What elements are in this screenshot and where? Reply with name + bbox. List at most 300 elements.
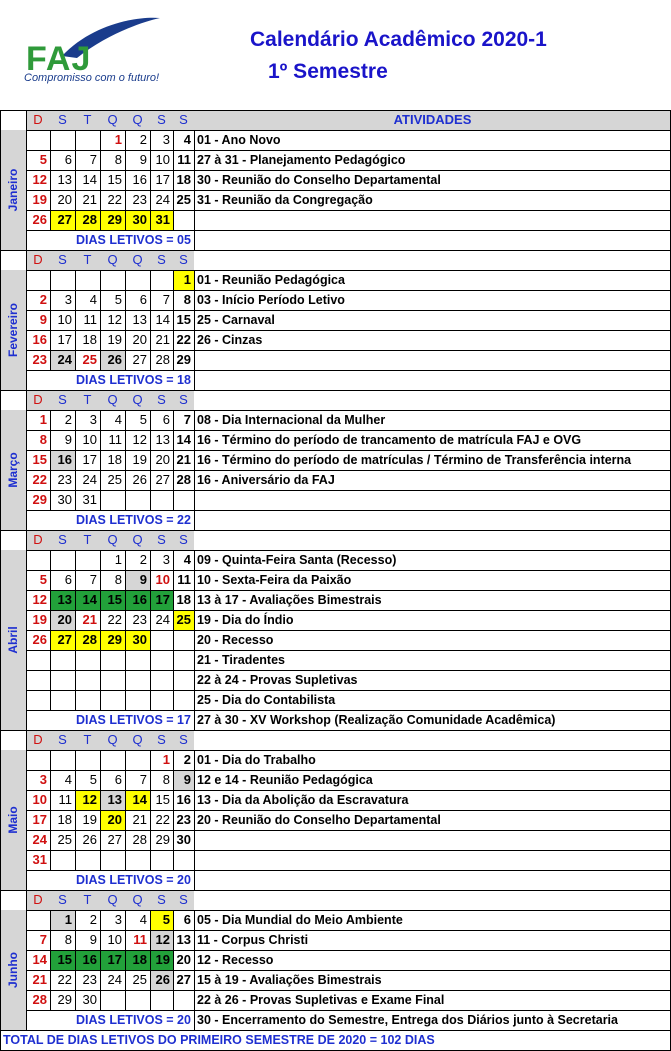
grid-line (194, 610, 195, 630)
weekday-header: Q (125, 250, 150, 270)
activity-item: 20 - Recesso (197, 633, 274, 647)
activity-item: 03 - Início Período Letivo (197, 293, 345, 307)
activity-item: 16 - Término do período de matrículas / Término de Transferência interna (197, 453, 632, 467)
activity-item: 12 e 14 - Reunião Pedagógica (197, 773, 373, 787)
grid-line (75, 330, 76, 350)
day-cell: 16 (32, 332, 47, 347)
day-cell: 14 (155, 312, 170, 327)
day-cell: 13 (50, 590, 75, 610)
weekday-header: S (150, 110, 173, 130)
day-cell (150, 850, 173, 870)
grid-line (194, 210, 195, 230)
grid-line (125, 150, 126, 170)
grid-line (50, 550, 51, 570)
grid-line (125, 590, 126, 610)
grid-line (26, 610, 671, 611)
day-cell: 11 (133, 932, 147, 947)
grid-line (50, 350, 51, 370)
weekday-header: S (173, 250, 194, 270)
grid-line (75, 290, 76, 310)
day-cell: 26 (32, 212, 47, 227)
day-cell (100, 850, 125, 870)
weekday-header: Q (100, 390, 125, 410)
day-cell (125, 990, 150, 1010)
day-cell: 2 (89, 912, 97, 927)
grid-line (173, 290, 174, 310)
grid-line (50, 650, 51, 670)
day-cell (100, 990, 125, 1010)
grid-line (100, 290, 101, 310)
grid-line (50, 270, 51, 290)
day-cell: 18 (125, 950, 150, 970)
grid-line (26, 410, 671, 411)
weekday-header: Q (100, 890, 125, 910)
grid-line (194, 550, 195, 570)
day-cell: 1 (114, 552, 122, 567)
activity-item: 22 à 24 - Provas Supletivas (197, 673, 358, 687)
grid-line (26, 550, 671, 551)
grid-line (125, 210, 126, 230)
grid-line (26, 370, 671, 371)
grid-line (150, 930, 151, 950)
grid-line (26, 870, 671, 871)
activity-item (194, 370, 671, 390)
dias-letivos: DIAS LETIVOS = 20 (76, 1013, 191, 1027)
grid-line (100, 270, 101, 290)
grid-line (173, 130, 174, 150)
grid-line (150, 690, 151, 710)
day-cell: 21 (176, 452, 191, 467)
day-cell: 29 (57, 992, 72, 1007)
activity-item: 01 - Reunião Pedagógica (197, 273, 345, 287)
grid-line (100, 790, 101, 810)
grid-line (150, 490, 151, 510)
day-cell: 11 (83, 312, 97, 327)
grid-line (75, 970, 76, 990)
day-cell: 13 (176, 932, 191, 947)
day-cell (26, 130, 50, 150)
grid-line (26, 710, 671, 711)
day-cell (173, 650, 194, 670)
grid-line (26, 1010, 671, 1011)
month-name: Janeiro (6, 168, 20, 212)
activity-item: 20 - Reunião do Conselho Departamental (197, 813, 441, 827)
grid-line (194, 410, 195, 430)
grid-line (125, 930, 126, 950)
grid-line (75, 630, 76, 650)
grid-line (150, 450, 151, 470)
weekday-header: S (50, 250, 75, 270)
weekday-header: S (150, 250, 173, 270)
grid-line (194, 850, 195, 870)
page-subtitle: 1º Semestre (268, 60, 388, 83)
day-cell: 28 (75, 210, 100, 230)
activities-header (194, 250, 671, 270)
day-cell: 7 (183, 412, 191, 427)
grid-line (194, 1010, 195, 1030)
weekday-header: S (173, 890, 194, 910)
day-cell: 18 (107, 452, 122, 467)
grid-line (26, 810, 671, 811)
month-name: Abril (6, 626, 20, 654)
day-cell: 3 (89, 412, 97, 427)
activity-item: 08 - Dia Internacional da Mulher (197, 413, 386, 427)
day-cell (26, 270, 50, 290)
grid-line (150, 670, 151, 690)
grid-line (100, 950, 101, 970)
day-cell: 11 (177, 572, 191, 587)
grid-line (194, 490, 195, 510)
grid-line (194, 990, 195, 1010)
day-cell: 15 (155, 792, 170, 807)
day-cell: 5 (139, 412, 147, 427)
grid-line (26, 990, 671, 991)
grid-line (26, 390, 27, 530)
day-cell: 25 (132, 972, 147, 987)
day-cell: 15 (176, 312, 191, 327)
day-cell (50, 850, 75, 870)
grid-line (26, 190, 671, 191)
grid-line (75, 310, 76, 330)
grid-line (173, 330, 174, 350)
grid-line (75, 670, 76, 690)
day-cell: 20 (100, 810, 125, 830)
day-cell: 1 (173, 270, 194, 290)
grid-line (150, 410, 151, 430)
grid-line (50, 450, 51, 470)
day-cell (100, 670, 125, 690)
activities-header (194, 530, 671, 550)
grid-line (150, 470, 151, 490)
grid-line (26, 290, 671, 291)
day-cell: 19 (132, 452, 147, 467)
total-dias-letivos: TOTAL DE DIAS LETIVOS DO PRIMEIRO SEMESTRE DE 2020 = 102 DIAS (3, 1033, 435, 1047)
grid-line (26, 670, 671, 671)
day-cell (75, 130, 100, 150)
header (0, 0, 671, 110)
grid-line (100, 210, 101, 230)
grid-line (173, 650, 174, 670)
day-cell: 18 (176, 592, 191, 607)
grid-line (75, 150, 76, 170)
day-cell: 25 (82, 352, 97, 367)
day-cell: 26 (100, 350, 125, 370)
activity-item: 22 à 26 - Provas Supletivas e Exame Final (197, 993, 445, 1007)
day-cell: 2 (183, 752, 191, 767)
month-label (0, 270, 26, 390)
day-cell: 1 (162, 752, 170, 767)
grid-line (100, 430, 101, 450)
day-cell: 9 (125, 570, 150, 590)
day-cell (125, 690, 150, 710)
day-cell: 2 (64, 412, 72, 427)
grid-line (150, 330, 151, 350)
grid-line (125, 270, 126, 290)
grid-line (75, 770, 76, 790)
day-cell: 26 (32, 632, 47, 647)
grid-line (26, 770, 671, 771)
grid-line (173, 410, 174, 430)
day-cell: 2 (139, 132, 147, 147)
grid-line (75, 930, 76, 950)
month-label (0, 410, 26, 530)
day-cell: 12 (107, 312, 122, 327)
grid-line (26, 890, 27, 1030)
grid-line (26, 170, 671, 171)
grid-line (125, 850, 126, 870)
grid-line (173, 930, 174, 950)
day-cell (26, 690, 50, 710)
grid-line (173, 670, 174, 690)
day-cell: 6 (64, 152, 72, 167)
month-name: Fevereiro (6, 302, 20, 358)
day-cell: 10 (57, 312, 72, 327)
day-cell (75, 550, 100, 570)
grid-line (75, 810, 76, 830)
grid-line (194, 170, 195, 190)
day-cell: 15 (107, 172, 122, 187)
day-cell: 1 (114, 132, 122, 147)
day-cell: 10 (32, 792, 47, 807)
grid-line (125, 430, 126, 450)
day-cell: 26 (82, 832, 97, 847)
grid-line (100, 770, 101, 790)
grid-line (100, 470, 101, 490)
day-cell (26, 910, 50, 930)
grid-line (50, 610, 51, 630)
grid-line (50, 930, 51, 950)
dias-letivos: DIAS LETIVOS = 20 (76, 873, 191, 887)
day-cell: 8 (114, 572, 122, 587)
day-cell: 13 (155, 432, 170, 447)
day-cell: 27 (132, 352, 147, 367)
day-cell: 17 (150, 590, 173, 610)
faj-logo (22, 14, 172, 86)
grid-line (194, 150, 195, 170)
day-cell: 9 (39, 312, 47, 327)
weekday-header: Q (125, 730, 150, 750)
grid-line (125, 350, 126, 370)
day-cell: 5 (114, 292, 122, 307)
day-cell: 8 (39, 432, 47, 447)
grid-line (50, 210, 51, 230)
grid-line (173, 630, 174, 650)
day-cell: 2 (139, 552, 147, 567)
grid-line (150, 830, 151, 850)
grid-line (194, 190, 195, 210)
grid-line (26, 790, 671, 791)
day-cell: 24 (50, 350, 75, 370)
grid-line (50, 410, 51, 430)
weekday-header: Q (100, 250, 125, 270)
grid-line (26, 650, 671, 651)
day-cell: 18 (57, 812, 72, 827)
activity-item: 11 - Corpus Christi (197, 933, 309, 947)
day-cell (50, 130, 75, 150)
day-cell: 14 (32, 952, 47, 967)
day-cell: 17 (32, 812, 47, 827)
grid-line (125, 310, 126, 330)
grid-line (100, 330, 101, 350)
weekday-header: S (50, 890, 75, 910)
day-cell: 11 (177, 152, 191, 167)
weekday-header: D (26, 890, 50, 910)
day-cell (173, 850, 194, 870)
grid-line (100, 810, 101, 830)
day-cell (100, 650, 125, 670)
grid-line (194, 510, 195, 530)
day-cell: 21 (132, 812, 147, 827)
grid-line (194, 770, 195, 790)
day-cell: 24 (32, 832, 47, 847)
day-cell: 22 (107, 612, 122, 627)
day-cell (26, 550, 50, 570)
grid-line (75, 130, 76, 150)
grid-line (26, 110, 27, 250)
day-cell: 14 (125, 790, 150, 810)
activities-header (194, 730, 671, 750)
grid-line (194, 670, 195, 690)
day-cell: 15 (32, 452, 47, 467)
day-cell: 21 (155, 332, 170, 347)
grid-line (125, 130, 126, 150)
day-cell: 14 (82, 172, 97, 187)
grid-line (173, 690, 174, 710)
activity-item: 25 - Dia do Contabilista (197, 693, 336, 707)
grid-line (173, 310, 174, 330)
grid-line (75, 690, 76, 710)
weekday-header: Q (100, 730, 125, 750)
grid-line (50, 130, 51, 150)
grid-line (125, 410, 126, 430)
weekday-header: S (150, 730, 173, 750)
grid-line (100, 570, 101, 590)
grid-line (194, 650, 195, 670)
grid-line (150, 970, 151, 990)
day-cell: 4 (64, 772, 72, 787)
grid-line (50, 290, 51, 310)
day-cell: 29 (176, 352, 191, 367)
day-cell (125, 670, 150, 690)
grid-line (0, 110, 1, 1050)
grid-line (194, 230, 195, 250)
grid-line (125, 610, 126, 630)
grid-line (26, 470, 671, 471)
grid-line (173, 550, 174, 570)
day-cell: 1 (39, 412, 47, 427)
day-cell (150, 630, 173, 650)
day-cell: 8 (162, 772, 170, 787)
weekday-header: Q (100, 530, 125, 550)
grid-line (173, 810, 174, 830)
grid-line (150, 190, 151, 210)
day-cell: 23 (57, 472, 72, 487)
weekday-header: D (26, 110, 50, 130)
day-cell: 3 (39, 772, 47, 787)
day-cell: 17 (82, 452, 97, 467)
grid-line (50, 850, 51, 870)
grid-line (75, 190, 76, 210)
grid-line (50, 490, 51, 510)
weekday-header: T (75, 390, 100, 410)
day-cell: 12 (32, 592, 47, 607)
day-cell: 31 (150, 210, 173, 230)
day-cell: 28 (132, 832, 147, 847)
weekday-header: Q (125, 390, 150, 410)
month-name: Março (6, 452, 20, 488)
day-cell: 10 (82, 432, 97, 447)
weekday-header: T (75, 250, 100, 270)
dias-letivos: DIAS LETIVOS = 18 (76, 373, 191, 387)
day-cell: 20 (155, 452, 170, 467)
day-cell: 20 (57, 192, 72, 207)
grid-line (125, 570, 126, 590)
grid-line (26, 630, 671, 631)
grid-line (125, 630, 126, 650)
grid-line (125, 910, 126, 930)
activity-item: 21 - Tiradentes (197, 653, 286, 667)
grid-line (50, 570, 51, 590)
grid-line (194, 350, 195, 370)
day-cell: 9 (64, 432, 72, 447)
grid-line (75, 830, 76, 850)
activity-item (194, 490, 671, 510)
day-cell: 28 (155, 352, 170, 367)
day-cell: 27 (50, 210, 75, 230)
grid-line (50, 310, 51, 330)
day-cell: 11 (58, 792, 72, 807)
day-cell: 3 (114, 912, 122, 927)
day-cell: 19 (32, 192, 47, 207)
day-cell (125, 650, 150, 670)
day-cell (75, 650, 100, 670)
day-cell: 15 (50, 950, 75, 970)
day-cell: 23 (82, 972, 97, 987)
activity-item: 16 - Aniversário da FAJ (197, 473, 335, 487)
month-label (0, 550, 26, 730)
day-cell: 10 (155, 572, 170, 587)
grid-line (75, 450, 76, 470)
day-cell (50, 650, 75, 670)
day-cell: 27 (155, 472, 170, 487)
grid-line (125, 670, 126, 690)
grid-line (150, 550, 151, 570)
day-cell: 23 (176, 812, 191, 827)
weekday-header: S (50, 730, 75, 750)
day-cell: 26 (150, 970, 173, 990)
grid-line (150, 270, 151, 290)
weekday-header: S (150, 890, 173, 910)
grid-line (26, 510, 671, 511)
grid-line (0, 110, 671, 111)
weekday-header: T (75, 530, 100, 550)
grid-line (173, 590, 174, 610)
grid-line (100, 830, 101, 850)
grid-line (150, 130, 151, 150)
activity-item (194, 870, 671, 890)
activities-header (194, 390, 671, 410)
dias-letivos: DIAS LETIVOS = 17 (76, 713, 191, 727)
day-cell: 3 (162, 132, 170, 147)
day-cell: 4 (183, 132, 191, 147)
day-cell (100, 750, 125, 770)
day-cell (75, 690, 100, 710)
day-cell: 6 (139, 292, 147, 307)
day-cell: 7 (89, 572, 97, 587)
grid-line (100, 970, 101, 990)
grid-line (26, 750, 671, 751)
weekday-header: D (26, 530, 50, 550)
